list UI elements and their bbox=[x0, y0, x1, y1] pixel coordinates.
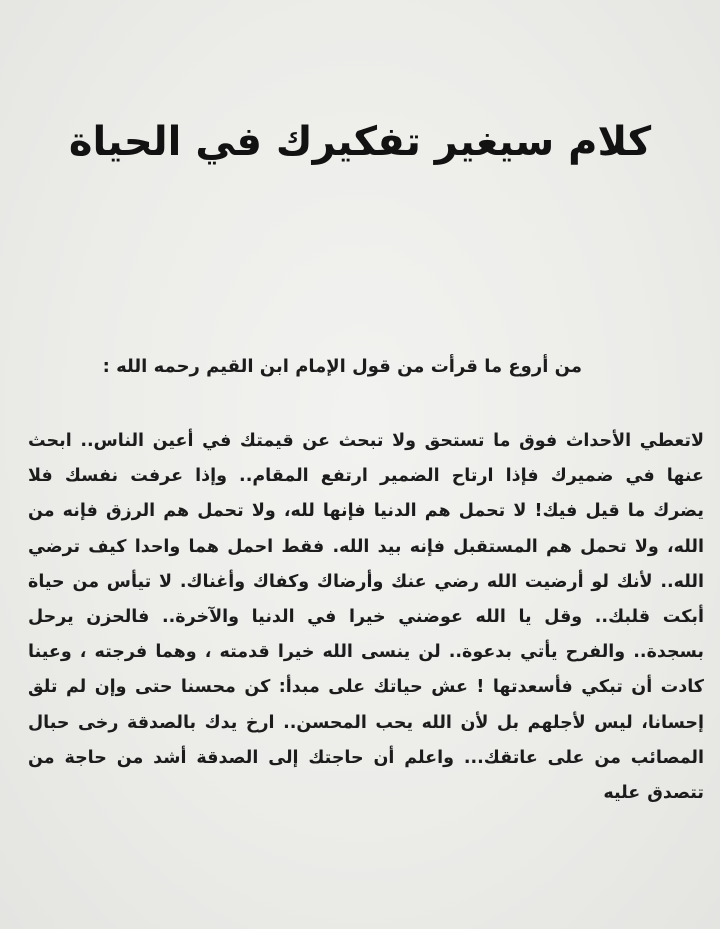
body-paragraph: لاتعطي الأحداث فوق ما تستحق ولا تبحث عن قيمتك في أعين الناس.. ابحث عنها في ضميرك فإذا ارتاح الضمير ارتفع المقام.. وإذا عرفت نفسك فلا يضرك ما قيل فيك! لا تحمل هم الدنيا فإنها لله، ولا تحمل هم الرزق فإنه من الله، ولا تحمل هم المستقبل فإنه بيد الله. فقط احمل هما واحدا كيف ترضي الله.. لأنك لو أرضيت الله رضي عنك وأرضاك وكفاك وأغناك. لا تيأس من حياة أبكت قلبك.. وقل يا الله عوضني خيرا في الدنيا والآخرة.. فالحزن يرحل بسجدة.. والفرح يأتي بدعوة.. لن ينسى الله خيرا قدمته ، وهما فرجته ، وعينا كادت أن تبكي فأسعدتها ! عش حياتك على مبدأ: كن محسنا حتى وإن لم تلق إحسانا، ليس لأجلهم بل لأن الله يحب المحسن.. ارخ يدك بالصدقة رخى حبال المصائب من على عاتقك... واعلم أن حاجتك إلى الصدقة أشد من حاجة من تتصدق عليه bbox=[28, 431, 704, 804]
document-title: كلام سيغير تفكيرك في الحياة bbox=[68, 119, 652, 165]
body-text bbox=[28, 424, 704, 811]
intro-line: من أروع ما قرأت من قول الإمام ابن القيم رحمه الله : bbox=[102, 356, 582, 377]
